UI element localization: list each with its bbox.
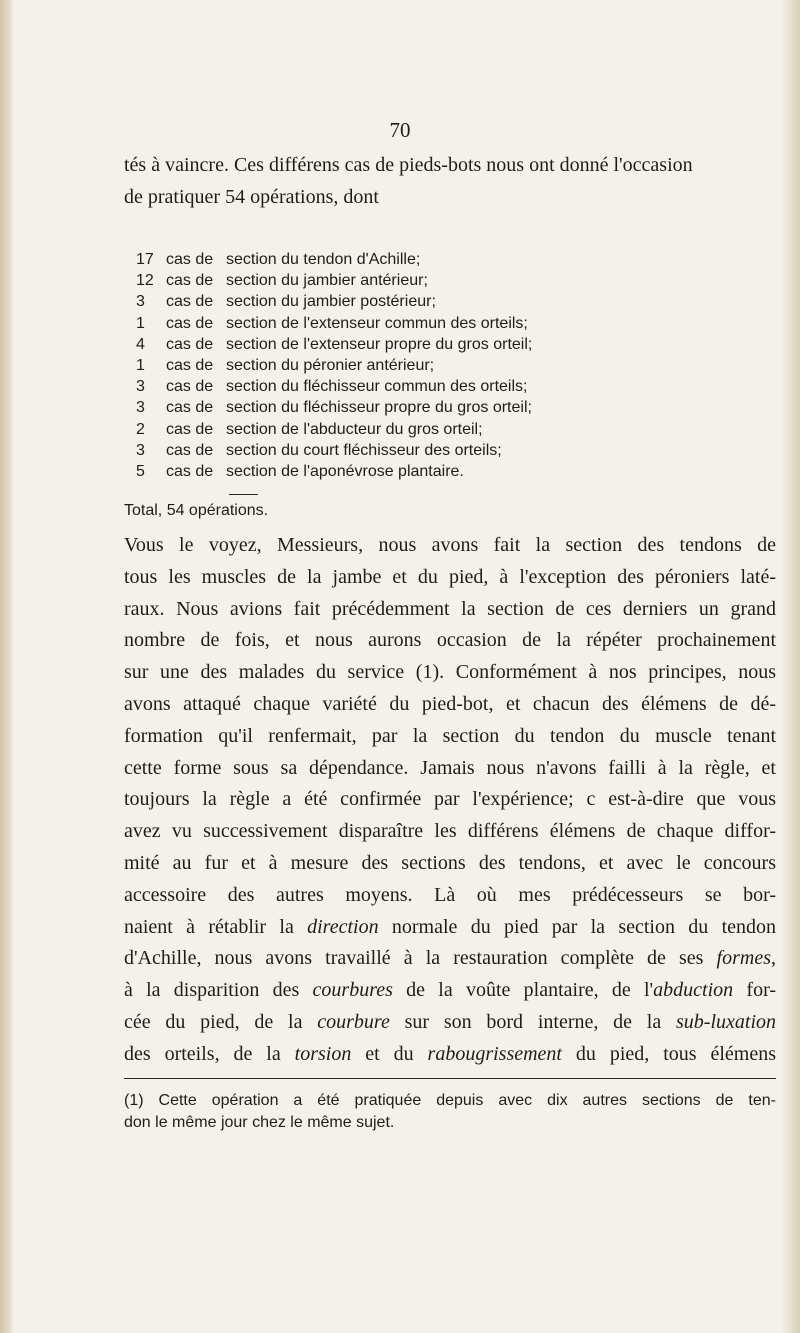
operations-list [136, 249, 776, 482]
italic-term: rabougrissement [427, 1042, 562, 1065]
footnote-line: don le même jour chez le même sujet. [124, 1114, 395, 1131]
cas-de-label: cas de [166, 462, 214, 480]
operation-text: section du fléchisseur commun des orteils; [226, 378, 528, 396]
operation-text: section du jambier postérieur; [226, 293, 436, 311]
body-line: cette forme sous sa dépendance. Jamais nous n'avons failli à la règle, et [124, 756, 776, 779]
body-line [124, 975, 776, 1007]
operation-count: 17 [136, 251, 154, 268]
operation-count: 3 [136, 399, 145, 417]
italic-term: torsion [294, 1042, 352, 1065]
footnote-rule [124, 1078, 776, 1079]
operation-text: section du court fléchisseur des orteils; [226, 441, 502, 459]
italic-term: direction [307, 915, 379, 938]
operation-count: 1 [136, 356, 145, 374]
italic-term: abduction [653, 979, 734, 1002]
cas-de-label: cas de [166, 399, 214, 417]
text-run: , [771, 947, 776, 970]
body-line: toujours la règle a été confirmée par l'expérience; c est-à-dire que vous [124, 788, 776, 811]
body-line [124, 912, 776, 944]
operation-item [136, 397, 776, 418]
italic-term: courbures [312, 979, 393, 1002]
operation-count: 12 [136, 272, 154, 290]
cas-de-label: cas de [166, 293, 214, 311]
italic-term: courbure [317, 1010, 390, 1033]
operation-count: 5 [136, 462, 145, 480]
text-run: du pied, tous élémens [562, 1042, 776, 1065]
text-run: naient à rétablir la [124, 915, 308, 938]
body-line: avons attaqué chaque variété du pied-bot, et chacun des élémens de dé- [124, 692, 776, 715]
cas-de-label: cas de [166, 314, 214, 332]
operation-item [136, 376, 776, 397]
operation-count: 3 [136, 441, 145, 459]
operation-text: section du fléchisseur propre du gros orteil; [226, 399, 532, 417]
operation-text: section du tendon d'Achille; [226, 251, 421, 268]
operation-item [136, 461, 776, 482]
operation-item [136, 313, 776, 334]
operation-count: 3 [136, 293, 145, 311]
operation-text: section de l'extenseur propre du gros orteil; [226, 335, 533, 353]
italic-term: formes [716, 947, 771, 970]
operation-text: section du péronier antérieur; [226, 356, 435, 374]
text-run: à la disparition des [124, 979, 313, 1002]
cas-de-label: cas de [166, 441, 214, 459]
body-line [124, 943, 776, 975]
intro-line: de pratiquer 54 opérations, dont [124, 185, 379, 208]
body-line: avez vu successivement disparaître les différens élémens de chaque diffor- [124, 820, 776, 843]
intro-line: tés à vaincre. Ces différens cas de pieds-bots nous ont donné l'occasion [124, 154, 693, 176]
text-run: et du [351, 1042, 428, 1065]
total-separator [229, 494, 258, 495]
body-line: tous les muscles de la jambe et du pied, à l'exception des péroniers laté- [124, 565, 776, 588]
body-line: Vous le voyez, Messieurs, nous avons fait la section des tendons de [124, 534, 776, 556]
text-run: d'Achille, nous avons travaillé à la restauration complète de ses [124, 947, 717, 970]
operation-text: section de l'extenseur commun des orteils; [226, 314, 528, 332]
operation-item [136, 419, 776, 440]
footnote [124, 1090, 776, 1134]
page-right-edge [782, 0, 800, 1333]
body-line: mité au fur et à mesure des sections des tendons, et avec le concours [124, 851, 776, 874]
body-line: formation qu'il renfermait, par la section du tendon du muscle tenant [124, 724, 776, 747]
operation-count: 2 [136, 420, 145, 438]
operation-item [136, 291, 776, 312]
operation-count: 1 [136, 314, 145, 332]
text-run: for- [733, 979, 776, 1002]
body-line: nombre de fois, et nous aurons occasion de la répéter prochainement [124, 629, 776, 652]
operation-count: 3 [136, 378, 145, 396]
cas-de-label: cas de [166, 356, 214, 374]
total-line: Total, 54 opérations. [124, 502, 269, 519]
text-run: cée du pied, de la [124, 1010, 318, 1033]
body-line: raux. Nous avions fait précédemment la section de ces derniers un grand [124, 597, 776, 620]
footnote-line: (1) Cette opération a été pratiquée depuis avec dix autres sections de ten- [124, 1092, 776, 1109]
italic-term: sub-luxation [676, 1010, 777, 1033]
operation-text: section de l'aponévrose plantaire. [226, 462, 464, 480]
operation-item [136, 270, 776, 291]
operation-item [136, 355, 776, 376]
page-left-edge [0, 0, 14, 1333]
text-run: sur son bord interne, de la [389, 1010, 677, 1033]
cas-de-label: cas de [166, 335, 214, 353]
body-line: sur une des malades du service (1). Conformément à nos principes, nous [124, 661, 776, 684]
cas-de-label: cas de [166, 272, 214, 290]
text-run: des orteils, de la [124, 1042, 295, 1065]
body-paragraph [124, 530, 776, 1071]
operation-item [136, 334, 776, 355]
operation-item [136, 249, 776, 270]
text-run: normale du pied par la section du tendon [378, 915, 777, 938]
cas-de-label: cas de [166, 378, 214, 396]
cas-de-label: cas de [166, 251, 214, 268]
cas-de-label: cas de [166, 420, 214, 438]
operation-text: section du jambier antérieur; [226, 272, 428, 290]
operation-count: 4 [136, 335, 145, 353]
operation-text: section de l'abducteur du gros orteil; [226, 420, 483, 438]
page-number: 70 [389, 118, 411, 142]
body-line [124, 1039, 776, 1071]
text-run: de la voûte plantaire, de l' [392, 979, 654, 1002]
operation-item [136, 440, 776, 461]
body-line: accessoire des autres moyens. Là où mes prédécesseurs se bor- [124, 883, 776, 906]
intro-paragraph [124, 150, 776, 214]
body-line [124, 1007, 776, 1039]
